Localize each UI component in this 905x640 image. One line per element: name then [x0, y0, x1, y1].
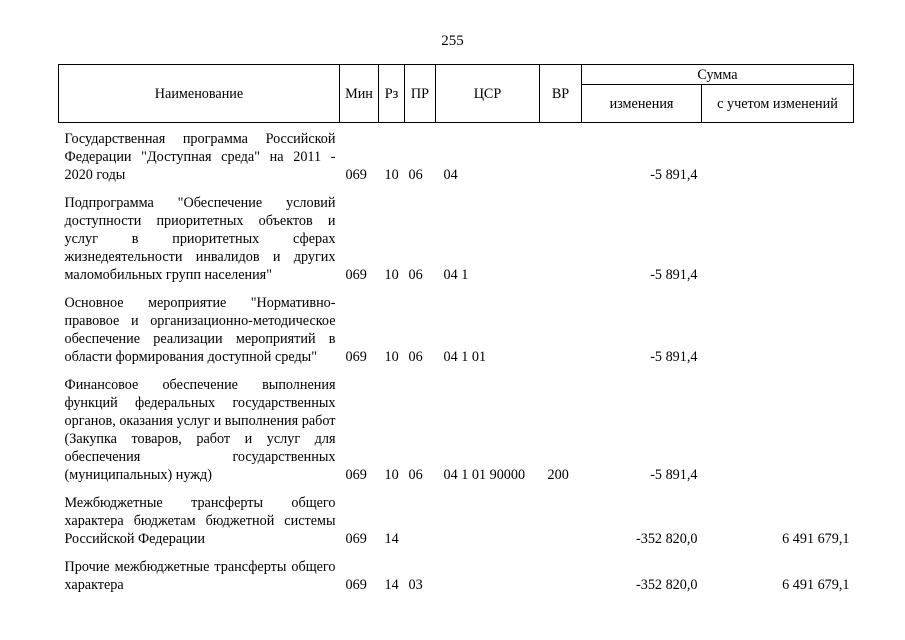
row-rz: 14: [384, 531, 399, 547]
row-vr: [540, 194, 582, 284]
row-rz: 10: [384, 349, 399, 365]
row-pr: 06: [408, 467, 423, 483]
row-min: 069: [345, 267, 367, 283]
header-with-change: с учетом изменений: [702, 85, 854, 123]
row-with-change: [702, 294, 854, 366]
row-min: 069: [345, 531, 367, 547]
row-rz: 10: [384, 267, 399, 283]
row-csr: 04 1 01: [443, 349, 487, 365]
table-row: [59, 376, 854, 484]
row-pr: 03: [408, 577, 423, 593]
row-min: 069: [345, 467, 367, 483]
row-name: Подпрограмма "Обеспечение условий доступности приоритетных объектов и услуг в приоритетных сферах жизнедеятельности инвалидов и других маломобильных групп населения": [64, 195, 336, 283]
row-csr: [436, 494, 540, 548]
row-change: -5 891,4: [650, 467, 698, 483]
row-name: Межбюджетные трансферты общего характера бюджетам бюджетной системы Российской Федерации: [64, 495, 336, 547]
row-change: -5 891,4: [650, 267, 698, 283]
header-sum: Сумма: [582, 65, 854, 85]
header-csr: ЦСР: [436, 65, 540, 123]
row-change: -352 820,0: [636, 577, 698, 593]
table-row: [59, 130, 854, 184]
row-csr: 04: [443, 167, 458, 183]
row-min: 069: [345, 577, 367, 593]
budget-table: [58, 64, 854, 594]
row-with-change: 6 491 679,1: [782, 531, 850, 547]
header-vr: ВР: [540, 65, 582, 123]
header-rz: Рз: [379, 65, 405, 123]
row-name: Основное мероприятие "Нормативно-правовое и организационно-методическое обеспечение реализации мероприятий в области формирования доступной среды": [64, 295, 336, 365]
row-min: 069: [345, 167, 367, 183]
row-vr: [540, 294, 582, 366]
row-vr: [540, 558, 582, 594]
row-name: Государственная программа Российской Федерации "Доступная среда" на 2011 - 2020 годы: [64, 131, 336, 183]
row-pr: 06: [408, 349, 423, 365]
row-min: 069: [345, 349, 367, 365]
row-vr: [540, 494, 582, 548]
table-header: [59, 65, 854, 123]
row-csr: 04 1: [443, 267, 469, 283]
row-vr: 200: [547, 467, 569, 483]
row-with-change: [702, 130, 854, 184]
table-row: [59, 294, 854, 366]
page-number: 255: [441, 33, 464, 49]
row-change: -5 891,4: [650, 167, 698, 183]
row-change: -352 820,0: [636, 531, 698, 547]
table-row: [59, 558, 854, 594]
row-change: -5 891,4: [650, 349, 698, 365]
row-with-change: 6 491 679,1: [782, 577, 850, 593]
table-body: [59, 123, 854, 595]
row-with-change: [702, 376, 854, 484]
row-rz: 10: [384, 167, 399, 183]
row-name: Финансовое обеспечение выполнения функций федеральных государственных органов, оказания услуг и выполнения работ (Закупка товаров, работ и услуг для обеспечения государственных (муниципальных) нужд): [64, 377, 336, 483]
header-pr: ПР: [405, 65, 436, 123]
row-rz: 10: [384, 467, 399, 483]
table-row: [59, 494, 854, 548]
row-vr: [540, 130, 582, 184]
row-csr: [436, 558, 540, 594]
row-rz: 14: [384, 577, 399, 593]
row-name: Прочие межбюджетные трансферты общего характера: [64, 559, 336, 593]
table-row: [59, 194, 854, 284]
row-with-change: [702, 194, 854, 284]
row-csr: 04 1 01 90000: [443, 467, 526, 483]
row-pr: [405, 494, 436, 548]
row-pr: 06: [408, 267, 423, 283]
header-name: Наименование: [59, 65, 340, 123]
row-pr: 06: [408, 167, 423, 183]
header-min: Мин: [340, 65, 379, 123]
header-change: изменения: [582, 85, 702, 123]
